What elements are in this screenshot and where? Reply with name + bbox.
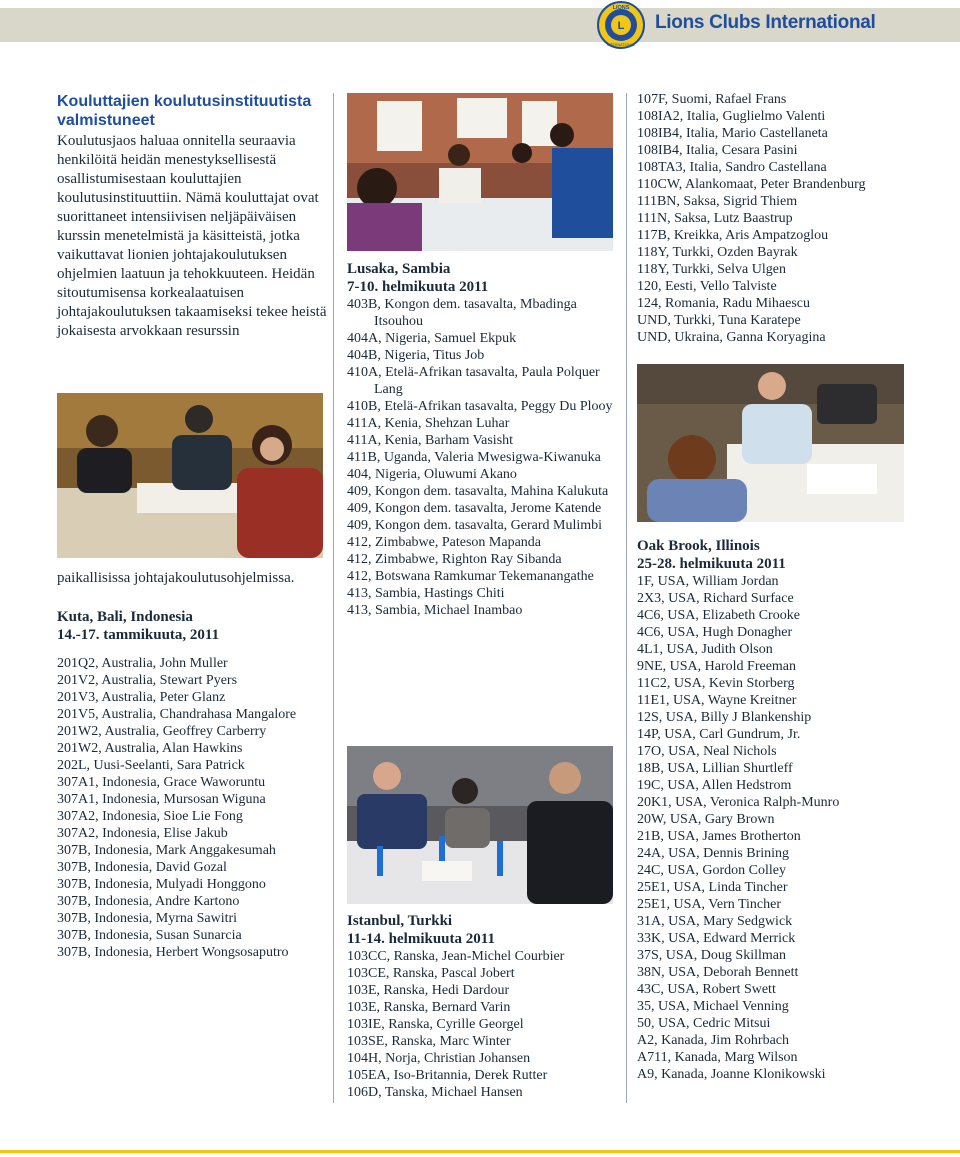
graduate-entry: 110CW, Alankomaat, Peter Brandenburg (637, 177, 866, 192)
graduate-entry: 201Q2, Australia, John Muller (57, 656, 228, 671)
graduate-entry: 103E, Ranska, Hedi Dardour (347, 983, 510, 998)
graduate-entry: 4C6, USA, Hugh Donagher (637, 625, 793, 640)
section-place: Istanbul, Turkki (347, 913, 453, 929)
graduate-entry: 404, Nigeria, Oluwumi Akano (347, 467, 517, 482)
svg-text:LIONS: LIONS (612, 5, 630, 11)
graduate-entry: 411A, Kenia, Shehzan Luhar (347, 416, 510, 431)
graduate-entry: 4C6, USA, Elizabeth Crooke (637, 608, 800, 623)
graduate-entry: A711, Kanada, Marg Wilson (637, 1050, 798, 1065)
graduate-entry: 9NE, USA, Harold Freeman (637, 659, 797, 674)
graduate-list (57, 655, 329, 961)
column-divider (626, 93, 627, 1103)
graduate-entry: 108IB4, Italia, Mario Castellaneta (637, 126, 828, 141)
graduate-entry: 14P, USA, Carl Gundrum, Jr. (637, 727, 801, 742)
graduate-entry: 307B, Indonesia, Susan Sunarcia (57, 928, 242, 943)
graduate-entry: 17O, USA, Neal Nichols (637, 744, 777, 759)
graduate-entry: 19C, USA, Allen Hedstrom (637, 778, 792, 793)
graduate-entry: 111N, Saksa, Lutz Baastrup (637, 211, 793, 226)
graduate-entry: 307B, Indonesia, Herbert Wongsosaputro (57, 945, 289, 960)
graduate-entry: 106D, Tanska, Michael Hansen (347, 1085, 523, 1100)
graduate-entry: 413, Sambia, Michael Inambao (347, 603, 523, 618)
photo-bali-training (57, 393, 323, 558)
section-place: Oak Brook, Illinois (637, 538, 760, 554)
graduate-entry: 412, Zimbabwe, Pateson Mapanda (347, 535, 542, 550)
graduate-entry: 12S, USA, Billy J Blankenship (637, 710, 812, 725)
graduate-entry: 307B, Indonesia, Mulyadi Honggono (57, 877, 266, 892)
graduate-entry: 117B, Kreikka, Aris Ampatzoglou (637, 228, 829, 243)
section-place: Lusaka, Sambia (347, 261, 451, 277)
graduate-entry: 111BN, Saksa, Sigrid Thiem (637, 194, 798, 209)
svg-text:L: L (617, 20, 625, 32)
section-istanbul (347, 912, 619, 1101)
graduate-entry: 307A2, Indonesia, Elise Jakub (57, 826, 228, 841)
photo-oakbrook-training (637, 364, 904, 522)
graduate-entry: 107F, Suomi, Rafael Frans (637, 92, 787, 107)
article-heading: Kouluttajien koulutusinstituutista valmistuneet (57, 93, 312, 129)
photo-istanbul-training (347, 746, 613, 904)
graduate-entry: 20K1, USA, Veronica Ralph-Munro (637, 795, 840, 810)
graduate-entry: 124, Romania, Radu Mihaescu (637, 296, 811, 311)
graduate-entry: 201V3, Australia, Peter Glanz (57, 690, 226, 705)
graduate-entry: 103CE, Ranska, Pascal Jobert (347, 966, 515, 981)
section-lusaka (347, 260, 619, 619)
article-intro-continued: paikallisissa johtajakoulutusohjelmissa. (57, 570, 295, 586)
graduate-entry: 307A1, Indonesia, Grace Waworuntu (57, 775, 266, 790)
graduate-entry: 50, USA, Cedric Mitsui (637, 1016, 771, 1031)
graduate-entry: 413, Sambia, Hastings Chiti (347, 586, 505, 601)
article-intro (57, 92, 329, 341)
graduate-entry: 412, Botswana Ramkumar Tekemanangathe (347, 569, 594, 584)
graduate-entry: 307B, Indonesia, Mark Anggakesumah (57, 843, 276, 858)
graduate-entry: 412, Zimbabwe, Righton Ray Sibanda (347, 552, 562, 567)
graduate-entry: 43C, USA, Robert Swett (637, 982, 776, 997)
photo-lusaka-training (347, 93, 613, 251)
graduate-entry: 410A, Etelä-Afrikan tasavalta, Paula Polquer Lang (347, 365, 600, 397)
graduate-entry: 201W2, Australia, Alan Hawkins (57, 741, 243, 756)
section-dates: 25-28. helmikuuta 2011 (637, 556, 786, 572)
section-dates: 14.-17. tammikuuta, 2011 (57, 627, 220, 643)
graduate-entry: 108IA2, Italia, Guglielmo Valenti (637, 109, 826, 124)
graduate-entry: 33K, USA, Edward Merrick (637, 931, 796, 946)
graduate-entry: 104H, Norja, Christian Johansen (347, 1051, 531, 1066)
graduate-entry: 25E1, USA, Linda Tincher (637, 880, 788, 895)
graduate-entry: 201V2, Australia, Stewart Pyers (57, 673, 238, 688)
graduate-entry: 103IE, Ranska, Cyrille Georgel (347, 1017, 524, 1032)
graduate-entry: 409, Kongon dem. tasavalta, Mahina Kalukuta (347, 484, 609, 499)
graduate-list (637, 91, 937, 346)
section-dates: 7-10. helmikuuta 2011 (347, 279, 489, 295)
graduate-entry: 307A2, Indonesia, Sioe Lie Fong (57, 809, 243, 824)
graduate-entry: 120, Eesti, Vello Talviste (637, 279, 777, 294)
section-dates: 11-14. helmikuuta 2011 (347, 931, 495, 947)
graduate-entry: 201V5, Australia, Chandrahasa Mangalore (57, 707, 297, 722)
graduate-list (347, 296, 619, 619)
article-intro-text: Koulutusjaos haluaa onnitella seuraavia henkilöitä heidän menestyksellisestä osallistumisestaan kouluttajien koulutusinstituuttiin. Nämä kouluttajat ovat suorittaneet intensiivisen neljäpäiväisen kurssin menetelmistä ja käsitteistä, jotka vaikuttavat lionien johtajakoulutuksen ohjelmien laatuun ja tehokkuuteen. Heidän sitoutumisensa korkealaatuisen johtajakoulutuksen takaamiseksi tekee heistä jokaisesta arvokkaan resurssin (57, 133, 327, 339)
graduate-entry: 103SE, Ranska, Marc Winter (347, 1034, 511, 1049)
graduate-entry: 2X3, USA, Richard Surface (637, 591, 794, 606)
section-oakbrook (637, 537, 937, 1083)
graduate-entry: 411B, Uganda, Valeria Mwesigwa-Kiwanuka (347, 450, 601, 465)
graduate-entry: 411A, Kenia, Barham Vasisht (347, 433, 514, 448)
section-bali (57, 569, 329, 961)
graduate-entry: 24A, USA, Dennis Brining (637, 846, 790, 861)
graduate-entry: 118Y, Turkki, Ozden Bayrak (637, 245, 798, 260)
graduate-entry: UND, Ukraina, Ganna Koryagina (637, 330, 826, 345)
graduate-entry: 103CC, Ranska, Jean-Michel Courbier (347, 949, 565, 964)
graduate-entry: 1F, USA, William Jordan (637, 574, 779, 589)
graduate-entry: 410B, Etelä-Afrikan tasavalta, Peggy Du Plooy (347, 399, 613, 414)
graduate-entry: 20W, USA, Gary Brown (637, 812, 775, 827)
column-divider (333, 93, 334, 1103)
graduate-entry: 11C2, USA, Kevin Storberg (637, 676, 795, 691)
section-istanbul-continued (637, 91, 937, 346)
graduate-entry: 21B, USA, James Brotherton (637, 829, 801, 844)
graduate-entry: A2, Kanada, Jim Rohrbach (637, 1033, 790, 1048)
graduate-entry: 201W2, Australia, Geoffrey Carberry (57, 724, 267, 739)
graduate-entry: 307B, Indonesia, Myrna Sawitri (57, 911, 238, 926)
graduate-entry: 307B, Indonesia, Andre Kartono (57, 894, 240, 909)
graduate-entry: 4L1, USA, Judith Olson (637, 642, 773, 657)
graduate-entry: 108TA3, Italia, Sandro Castellana (637, 160, 827, 175)
graduate-entry: 105EA, Iso-Britannia, Derek Rutter (347, 1068, 548, 1083)
bottom-rule (0, 1150, 960, 1153)
graduate-entry: 307B, Indonesia, David Gozal (57, 860, 227, 875)
graduate-entry: 38N, USA, Deborah Bennett (637, 965, 799, 980)
graduate-entry: 103E, Ranska, Bernard Varin (347, 1000, 511, 1015)
graduate-entry: 409, Kongon dem. tasavalta, Jerome Katende (347, 501, 602, 516)
graduate-list (347, 948, 619, 1101)
graduate-entry: 35, USA, Michael Venning (637, 999, 789, 1014)
graduate-entry: 403B, Kongon dem. tasavalta, Mbadinga Itsouhou (347, 297, 577, 329)
graduate-entry: 404A, Nigeria, Samuel Ekpuk (347, 331, 517, 346)
brand-name: Lions Clubs International (655, 12, 876, 33)
graduate-entry: 409, Kongon dem. tasavalta, Gerard Mulimbi (347, 518, 603, 533)
graduate-entry: 118Y, Turkki, Selva Ulgen (637, 262, 786, 277)
graduate-entry: 31A, USA, Mary Sedgwick (637, 914, 793, 929)
graduate-entry: 37S, USA, Doug Skillman (637, 948, 786, 963)
graduate-entry: 25E1, USA, Vern Tincher (637, 897, 782, 912)
graduate-entry: UND, Turkki, Tuna Karatepe (637, 313, 801, 328)
graduate-entry: 18B, USA, Lillian Shurtleff (637, 761, 793, 776)
graduate-entry: 11E1, USA, Wayne Kreitner (637, 693, 797, 708)
lions-logo (596, 0, 646, 50)
svg-text:INTERNATIONAL: INTERNATIONAL (606, 43, 636, 47)
graduate-entry: 108IB4, Italia, Cesara Pasini (637, 143, 798, 158)
graduate-list (637, 573, 937, 1083)
graduate-entry: 24C, USA, Gordon Colley (637, 863, 786, 878)
graduate-entry: A9, Kanada, Joanne Klonikowski (637, 1067, 826, 1082)
graduate-entry: 202L, Uusi-Seelanti, Sara Patrick (57, 758, 245, 773)
graduate-entry: 307A1, Indonesia, Mursosan Wiguna (57, 792, 266, 807)
graduate-entry: 404B, Nigeria, Titus Job (347, 348, 485, 363)
section-place: Kuta, Bali, Indonesia (57, 609, 193, 625)
